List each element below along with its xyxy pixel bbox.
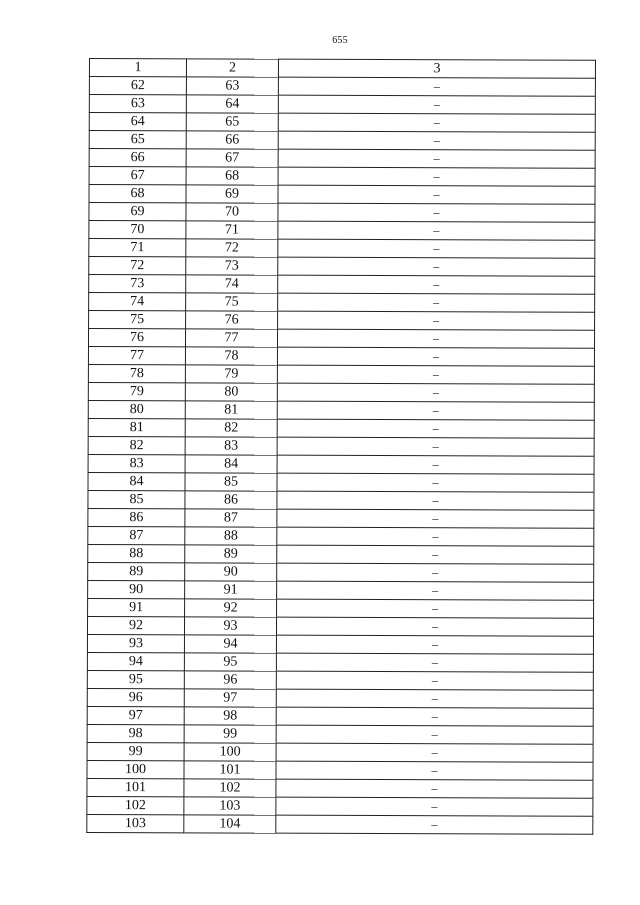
table-row bbox=[88, 454, 594, 474]
table-cell-col3: – bbox=[277, 383, 594, 402]
table-row bbox=[88, 436, 594, 456]
table-cell-col3: – bbox=[276, 707, 593, 726]
table-row bbox=[87, 796, 593, 816]
table-cell-col1: 90 bbox=[88, 580, 185, 598]
table-cell-col3: – bbox=[276, 815, 593, 834]
table-cell-col3: – bbox=[276, 635, 593, 654]
table-cell-col1: 81 bbox=[88, 418, 185, 436]
table-cell-col1: 89 bbox=[88, 562, 185, 580]
table-row bbox=[88, 347, 594, 367]
table-cell-col2: 104 bbox=[184, 815, 276, 833]
table-cell-col1: 103 bbox=[87, 814, 184, 832]
table-cell-col2: 79 bbox=[185, 365, 277, 383]
table-cell-col2: 88 bbox=[185, 527, 277, 545]
table-row bbox=[87, 724, 593, 744]
table-cell-col2: 84 bbox=[185, 455, 277, 473]
table-cell-col1: 96 bbox=[87, 688, 184, 706]
table-cell-col1: 93 bbox=[87, 634, 184, 652]
table-row bbox=[88, 580, 594, 600]
column-header-1: 1 bbox=[89, 59, 186, 77]
table-row bbox=[89, 149, 595, 169]
table-row bbox=[88, 526, 594, 546]
table-cell-col3: – bbox=[278, 221, 595, 240]
table-cell-col3: – bbox=[277, 473, 594, 492]
table-cell-col1: 78 bbox=[88, 364, 185, 382]
table-cell-col2: 66 bbox=[186, 131, 278, 149]
table-row bbox=[88, 400, 594, 420]
table-cell-col1: 77 bbox=[88, 347, 185, 365]
table-row bbox=[88, 544, 594, 564]
table-cell-col3: – bbox=[277, 437, 594, 456]
table-cell-col2: 82 bbox=[185, 419, 277, 437]
table-cell-col1: 79 bbox=[88, 382, 185, 400]
table-row bbox=[88, 562, 594, 582]
table-cell-col1: 74 bbox=[89, 293, 186, 311]
table-cell-col2: 77 bbox=[185, 329, 277, 347]
table-cell-col2: 65 bbox=[186, 113, 278, 131]
table-cell-col2: 83 bbox=[185, 437, 277, 455]
table-row bbox=[87, 616, 593, 636]
table-cell-col3: – bbox=[277, 599, 594, 618]
table-row bbox=[89, 293, 595, 313]
table-cell-col2: 92 bbox=[185, 599, 277, 617]
table-cell-col2: 89 bbox=[185, 545, 277, 563]
table-row bbox=[88, 508, 594, 528]
table-cell-col3: – bbox=[277, 419, 594, 438]
table-cell-col3: – bbox=[276, 617, 593, 636]
table-cell-col2: 103 bbox=[184, 797, 276, 815]
table-row bbox=[89, 185, 595, 205]
table-cell-col1: 63 bbox=[89, 95, 186, 113]
table-cell-col3: – bbox=[277, 455, 594, 474]
table-cell-col1: 86 bbox=[88, 508, 185, 526]
table-cell-col1: 87 bbox=[88, 526, 185, 544]
table-cell-col2: 94 bbox=[184, 635, 276, 653]
table-row bbox=[87, 706, 593, 726]
table-row bbox=[88, 490, 594, 510]
table-cell-col1: 82 bbox=[88, 436, 185, 454]
table-cell-col1: 65 bbox=[89, 131, 186, 149]
table-cell-col2: 99 bbox=[184, 725, 276, 743]
table-cell-col1: 98 bbox=[87, 724, 184, 742]
table-cell-col3: – bbox=[278, 311, 595, 330]
table-cell-col2: 63 bbox=[186, 77, 278, 95]
table-row bbox=[88, 598, 594, 618]
table-row bbox=[89, 257, 595, 277]
table-cell-col3: – bbox=[278, 203, 595, 222]
table-row bbox=[87, 652, 593, 672]
table-cell-col3: – bbox=[277, 581, 594, 600]
table-cell-col1: 69 bbox=[89, 203, 186, 221]
table-cell-col2: 87 bbox=[185, 509, 277, 527]
table-cell-col1: 83 bbox=[88, 454, 185, 472]
table-row bbox=[89, 167, 595, 187]
table-row bbox=[89, 131, 595, 151]
table-cell-col2: 64 bbox=[186, 95, 278, 113]
table-cell-col2: 76 bbox=[186, 311, 278, 329]
table-cell-col2: 68 bbox=[186, 167, 278, 185]
table-cell-col1: 95 bbox=[87, 670, 184, 688]
page-number: 655 bbox=[332, 35, 348, 46]
table-cell-col1: 76 bbox=[88, 329, 185, 347]
table-cell-col2: 91 bbox=[185, 581, 277, 599]
table-cell-col2: 100 bbox=[184, 743, 276, 761]
table-row bbox=[89, 239, 595, 259]
table-row bbox=[87, 814, 593, 834]
table-cell-col3: – bbox=[277, 491, 594, 510]
table-cell-col1: 67 bbox=[89, 167, 186, 185]
table-cell-col3: – bbox=[276, 761, 593, 780]
data-table bbox=[86, 58, 596, 835]
table-cell-col3: – bbox=[276, 653, 593, 672]
table-cell-col3: – bbox=[278, 167, 595, 186]
table-cell-col3: – bbox=[277, 347, 594, 366]
table-cell-col2: 97 bbox=[184, 689, 276, 707]
table-cell-col2: 101 bbox=[184, 761, 276, 779]
table-cell-col1: 71 bbox=[89, 239, 186, 257]
table-row bbox=[88, 382, 594, 402]
table-body bbox=[87, 77, 596, 835]
table-row bbox=[89, 203, 595, 223]
table-cell-col2: 95 bbox=[184, 653, 276, 671]
table-row bbox=[87, 688, 593, 708]
table-row bbox=[87, 778, 593, 798]
table-header bbox=[89, 59, 595, 79]
table-cell-col2: 86 bbox=[185, 491, 277, 509]
table-row bbox=[87, 670, 593, 690]
table-cell-col1: 97 bbox=[87, 706, 184, 724]
table-cell-col1: 62 bbox=[89, 77, 186, 95]
table-cell-col1: 75 bbox=[89, 311, 186, 329]
table-cell-col2: 75 bbox=[186, 293, 278, 311]
table-row bbox=[89, 221, 595, 241]
table-cell-col3: – bbox=[277, 563, 594, 582]
table-cell-col3: – bbox=[277, 509, 594, 528]
table-cell-col2: 70 bbox=[186, 203, 278, 221]
table-cell-col2: 81 bbox=[185, 401, 277, 419]
table-cell-col3: – bbox=[277, 527, 594, 546]
header-row bbox=[89, 59, 595, 79]
table-cell-col3: – bbox=[276, 689, 593, 708]
table-cell-col3: – bbox=[277, 329, 594, 348]
table-cell-col2: 73 bbox=[186, 257, 278, 275]
table-row bbox=[89, 311, 595, 331]
column-header-3: 3 bbox=[278, 59, 595, 78]
table-cell-col2: 74 bbox=[186, 275, 278, 293]
table-row bbox=[87, 760, 593, 780]
table-cell-col2: 96 bbox=[184, 671, 276, 689]
table-cell-col1: 94 bbox=[87, 652, 184, 670]
table-cell-col1: 70 bbox=[89, 221, 186, 239]
table-cell-col3: – bbox=[276, 779, 593, 798]
table-cell-col1: 66 bbox=[89, 149, 186, 167]
table-cell-col1: 85 bbox=[88, 490, 185, 508]
table-cell-col3: – bbox=[276, 797, 593, 816]
table-cell-col3: – bbox=[278, 77, 595, 96]
table-cell-col1: 64 bbox=[89, 113, 186, 131]
table-cell-col3: – bbox=[277, 365, 594, 384]
table-cell-col3: – bbox=[278, 275, 595, 294]
table-cell-col2: 80 bbox=[185, 383, 277, 401]
table-cell-col1: 100 bbox=[87, 760, 184, 778]
table-cell-col2: 93 bbox=[184, 617, 276, 635]
table-row bbox=[89, 275, 595, 295]
table-cell-col3: – bbox=[278, 185, 595, 204]
table-cell-col1: 101 bbox=[87, 778, 184, 796]
table-cell-col3: – bbox=[278, 95, 595, 114]
table-cell-col2: 67 bbox=[186, 149, 278, 167]
table-cell-col2: 78 bbox=[185, 347, 277, 365]
table-cell-col2: 90 bbox=[185, 563, 277, 581]
table-cell-col3: – bbox=[278, 113, 595, 132]
table-cell-col3: – bbox=[277, 545, 594, 564]
table-cell-col2: 85 bbox=[185, 473, 277, 491]
table-row bbox=[87, 742, 593, 762]
table-cell-col3: – bbox=[276, 671, 593, 690]
table-cell-col1: 88 bbox=[88, 544, 185, 562]
table-cell-col1: 99 bbox=[87, 742, 184, 760]
table-cell-col1: 84 bbox=[88, 472, 185, 490]
table-row bbox=[89, 77, 595, 97]
table-cell-col2: 71 bbox=[186, 221, 278, 239]
table-row bbox=[89, 113, 595, 133]
table-cell-col1: 92 bbox=[87, 616, 184, 634]
table-cell-col1: 91 bbox=[88, 598, 185, 616]
table-cell-col1: 102 bbox=[87, 796, 184, 814]
table-cell-col2: 98 bbox=[184, 707, 276, 725]
table-cell-col2: 102 bbox=[184, 779, 276, 797]
table-cell-col3: – bbox=[278, 293, 595, 312]
table-cell-col2: 72 bbox=[186, 239, 278, 257]
table-row bbox=[88, 329, 594, 349]
table-cell-col3: – bbox=[278, 239, 595, 258]
table-row bbox=[88, 418, 594, 438]
table-cell-col1: 68 bbox=[89, 185, 186, 203]
table-cell-col3: – bbox=[277, 401, 594, 420]
table-cell-col2: 69 bbox=[186, 185, 278, 203]
table-cell-col3: – bbox=[278, 149, 595, 168]
table-cell-col3: – bbox=[278, 131, 595, 150]
table-cell-col1: 73 bbox=[89, 275, 186, 293]
table-row bbox=[88, 364, 594, 384]
table-cell-col3: – bbox=[278, 257, 595, 276]
table-cell-col3: – bbox=[276, 743, 593, 762]
table-cell-col3: – bbox=[276, 725, 593, 744]
table-row bbox=[89, 95, 595, 115]
table-cell-col1: 72 bbox=[89, 257, 186, 275]
table-row bbox=[88, 472, 594, 492]
table-row bbox=[87, 634, 593, 654]
column-header-2: 2 bbox=[186, 59, 278, 77]
table-cell-col1: 80 bbox=[88, 400, 185, 418]
